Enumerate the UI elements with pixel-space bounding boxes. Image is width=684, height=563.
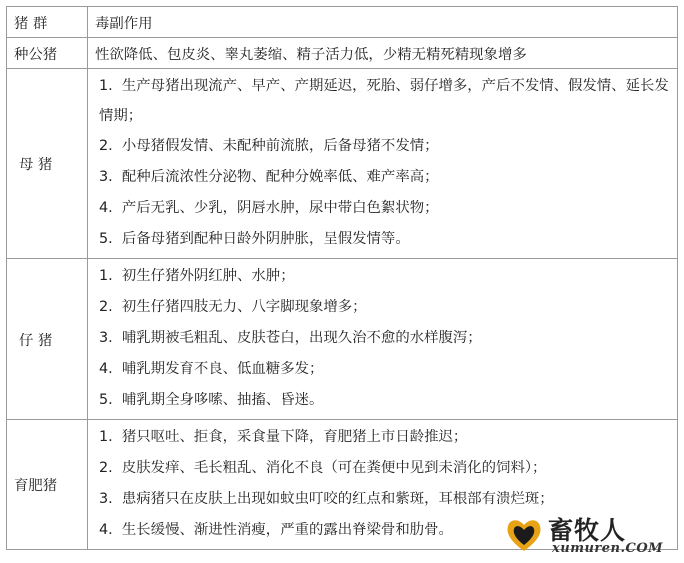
list-item: 2. 初生仔猪四肢无力、八字脚现象增多； xyxy=(99,299,367,315)
list-item: 1. 生产母猪出现流产、早产、产期延迟，死胎、弱仔增多，产后不发情、假发情、延长发情期； xyxy=(99,78,669,124)
list-item: 1. 猪只呕吐、拒食，采食量下降，育肥猪上市日龄推迟； xyxy=(99,429,468,445)
heart-logo-icon xyxy=(504,515,544,555)
header-effects-cell: 毒副作用 xyxy=(88,7,678,38)
list-item: 4. 产后无乳、少乳，阴唇水肿，尿中带白色絮状物； xyxy=(99,200,439,216)
watermark-brand: 畜牧人 xyxy=(548,516,627,545)
side-effects-table xyxy=(6,6,678,550)
watermark-logo xyxy=(504,513,674,557)
list-item: 3. 配种后流浓性分泌物、配种分娩率低、难产率高； xyxy=(99,169,439,185)
table-row-piglet xyxy=(7,259,678,420)
group-label-finisher: 育肥猪 xyxy=(7,420,88,550)
group-label-piglet: 仔 猪 xyxy=(7,259,88,420)
list-item: 4. 生长缓慢、渐进性消瘦，严重的露出脊梁骨和肋骨。 xyxy=(99,522,453,538)
table-row-sow xyxy=(7,69,678,259)
list-item: 4. 哺乳期发育不良、低血糖多发； xyxy=(99,361,324,377)
group-label-sow: 母 猪 xyxy=(7,69,88,259)
table-header-row xyxy=(7,7,678,38)
list-item: 5. 后备母猪到配种日龄外阴肿胀，呈假发情等。 xyxy=(99,231,410,247)
effects-sow xyxy=(88,69,678,259)
list-item: 3. 哺乳期被毛粗乱、皮肤苍白，出现久治不愈的水样腹泻； xyxy=(99,330,482,346)
list-item: 3. 患病猪只在皮肤上出现如蚊虫叮咬的红点和紫斑，耳根部有溃烂斑； xyxy=(99,491,554,507)
effects-piglet xyxy=(88,259,678,420)
table-row-boar xyxy=(7,38,678,69)
watermark-url: xumuren.COM xyxy=(552,541,664,556)
list-item: 5. 哺乳期全身哆嗦、抽搐、昏迷。 xyxy=(99,392,324,408)
header-group-cell: 猪 群 xyxy=(7,7,88,38)
effects-boar: 性欲降低、包皮炎、睾丸萎缩、精子活力低，少精无精死精现象增多 xyxy=(88,38,678,69)
list-item: 2. 小母猪假发情、未配种前流脓，后备母猪不发情； xyxy=(99,138,439,154)
list-item: 2. 皮肤发痒、毛长粗乱、消化不良（可在粪便中见到未消化的饲料）； xyxy=(99,460,547,476)
list-item: 1. 初生仔猪外阴红肿、水肿； xyxy=(99,268,295,284)
group-label-boar: 种公猪 xyxy=(7,38,88,69)
